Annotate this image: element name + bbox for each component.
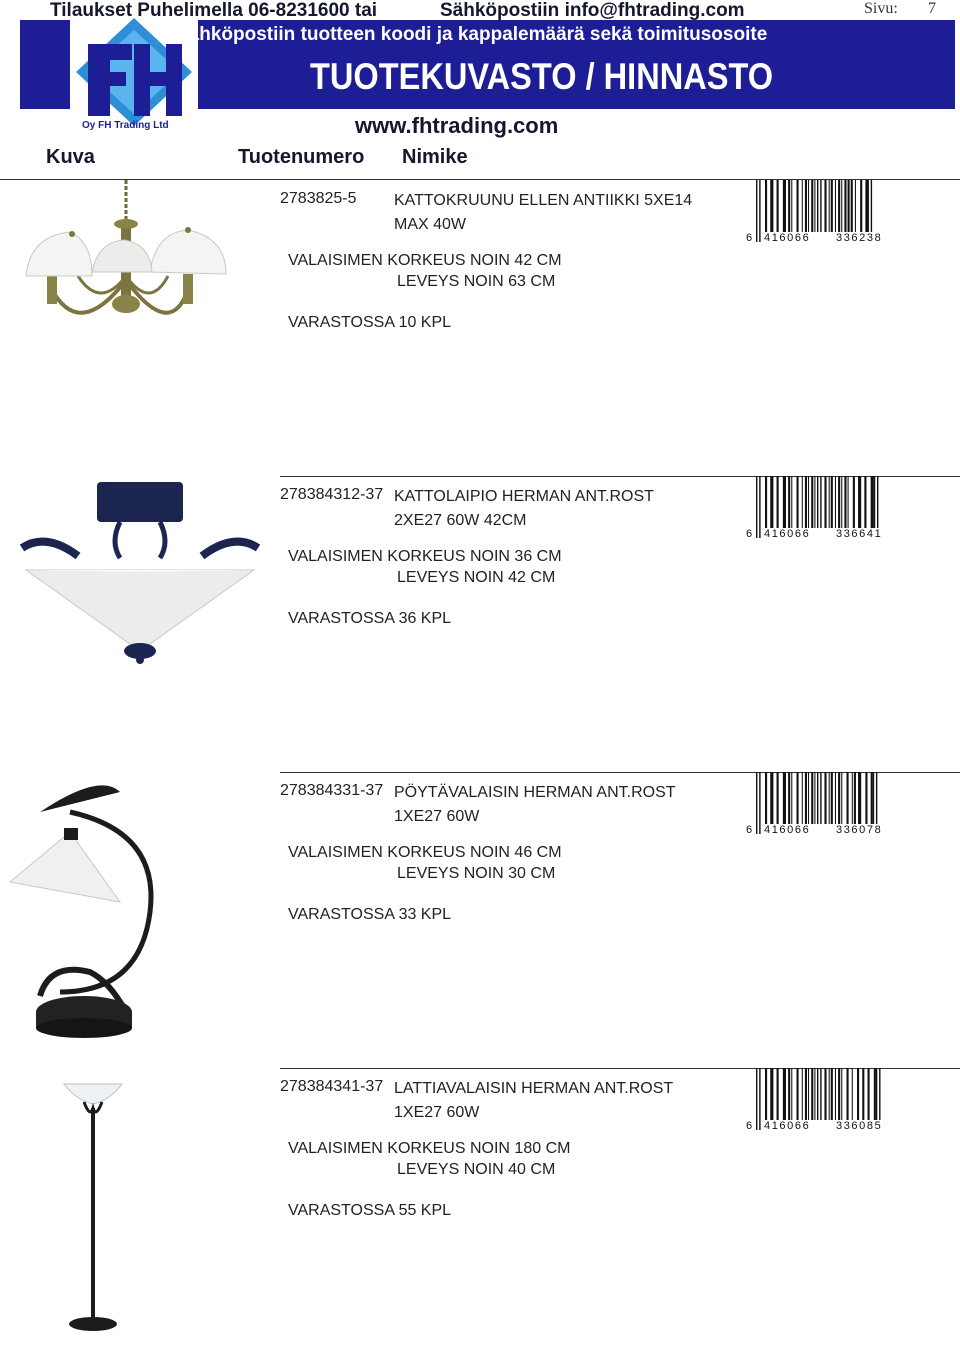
product-height: VALAISIMEN KORKEUS NOIN 180 CM [288, 1140, 571, 1157]
barcode-right-digits: 336078 [836, 824, 883, 834]
product-height: VALAISIMEN KORKEUS NOIN 36 CM [288, 548, 562, 565]
product-code: 278384312-37 [280, 486, 384, 503]
product-row [0, 772, 960, 1068]
product-name: KATTOKRUUNU ELLEN ANTIIKKI 5XE14 [394, 192, 693, 209]
barcode-svg [744, 180, 904, 242]
column-header-product-number: Tuotenumero [238, 146, 365, 168]
barcode-svg [744, 772, 904, 834]
product-image [0, 476, 280, 681]
product-name: KATTOLAIPIO HERMAN ANT.ROST [394, 488, 654, 505]
product-image [0, 772, 200, 1047]
product-barcode [744, 180, 904, 242]
product-stock: VARASTOSSA 10 KPL [288, 314, 452, 331]
product-spec: 2XE27 60W 42CM [394, 512, 527, 529]
product-code: 2783825-5 [280, 190, 357, 207]
barcode-right-digits: 336641 [836, 528, 883, 538]
product-height: VALAISIMEN KORKEUS NOIN 42 CM [288, 252, 562, 269]
ceiling-lamp-image [0, 476, 280, 676]
banner-title: TUOTEKUVASTO / HINNASTO [310, 56, 774, 97]
barcode-left-digits: 416066 [764, 232, 811, 242]
product-image [0, 180, 240, 365]
barcode-first-digit: 6 [746, 824, 753, 834]
product-stock: VARASTOSSA 55 KPL [288, 1202, 452, 1219]
product-spec: 1XE27 60W [394, 1104, 480, 1121]
product-barcode [744, 1068, 904, 1130]
product-spec: MAX 40W [394, 216, 467, 233]
page-number: 7 [928, 0, 936, 17]
product-width: LEVEYS NOIN 42 CM [397, 569, 556, 586]
product-name: LATTIAVALAISIN HERMAN ANT.ROST [394, 1080, 674, 1097]
page-label: Sivu: [864, 0, 898, 17]
product-width: LEVEYS NOIN 40 CM [397, 1161, 556, 1178]
order-email-text: Sähköpostiin info@fhtrading.com [440, 0, 745, 21]
product-width: LEVEYS NOIN 30 CM [397, 865, 556, 882]
barcode-left-digits: 416066 [764, 824, 811, 834]
catalog-header [0, 0, 960, 180]
product-row [0, 476, 960, 772]
banner-instruction: Sähköpostiin tuotteen koodi ja kappalemäärä sekä toimitusosoite [176, 24, 768, 45]
barcode-first-digit: 6 [746, 528, 753, 538]
product-height: VALAISIMEN KORKEUS NOIN 46 CM [288, 844, 562, 861]
product-code: 278384341-37 [280, 1078, 384, 1095]
product-barcode [744, 772, 904, 834]
column-header-name: Nimike [402, 146, 468, 168]
chandelier-image [0, 180, 240, 360]
product-image [0, 1068, 200, 1343]
product-row [0, 1068, 960, 1364]
floor-lamp-image [0, 1068, 200, 1338]
product-code: 278384331-37 [280, 782, 384, 799]
barcode-first-digit: 6 [746, 1120, 753, 1130]
product-stock: VARASTOSSA 36 KPL [288, 610, 452, 627]
table-lamp-image [0, 772, 200, 1042]
order-phone-text: Tilaukset Puhelimella 06-8231600 tai [50, 0, 378, 21]
logo-company-name: Oy FH Trading Ltd [82, 120, 169, 131]
website-link[interactable]: www.fhtrading.com [355, 113, 559, 138]
barcode-svg [744, 1068, 904, 1130]
barcode-left-digits: 416066 [764, 1120, 811, 1130]
barcode-first-digit: 6 [746, 232, 753, 242]
product-name: PÖYTÄVALAISIN HERMAN ANT.ROST [394, 784, 676, 801]
barcode-left-digits: 416066 [764, 528, 811, 538]
product-width: LEVEYS NOIN 63 CM [397, 273, 556, 290]
product-barcode [744, 476, 904, 538]
barcode-right-digits: 336238 [836, 232, 883, 242]
product-spec: 1XE27 60W [394, 808, 480, 825]
column-header-image: Kuva [46, 146, 95, 168]
product-stock: VARASTOSSA 33 KPL [288, 906, 452, 923]
barcode-svg [744, 476, 904, 538]
barcode-right-digits: 336085 [836, 1120, 883, 1130]
product-row [0, 180, 960, 476]
